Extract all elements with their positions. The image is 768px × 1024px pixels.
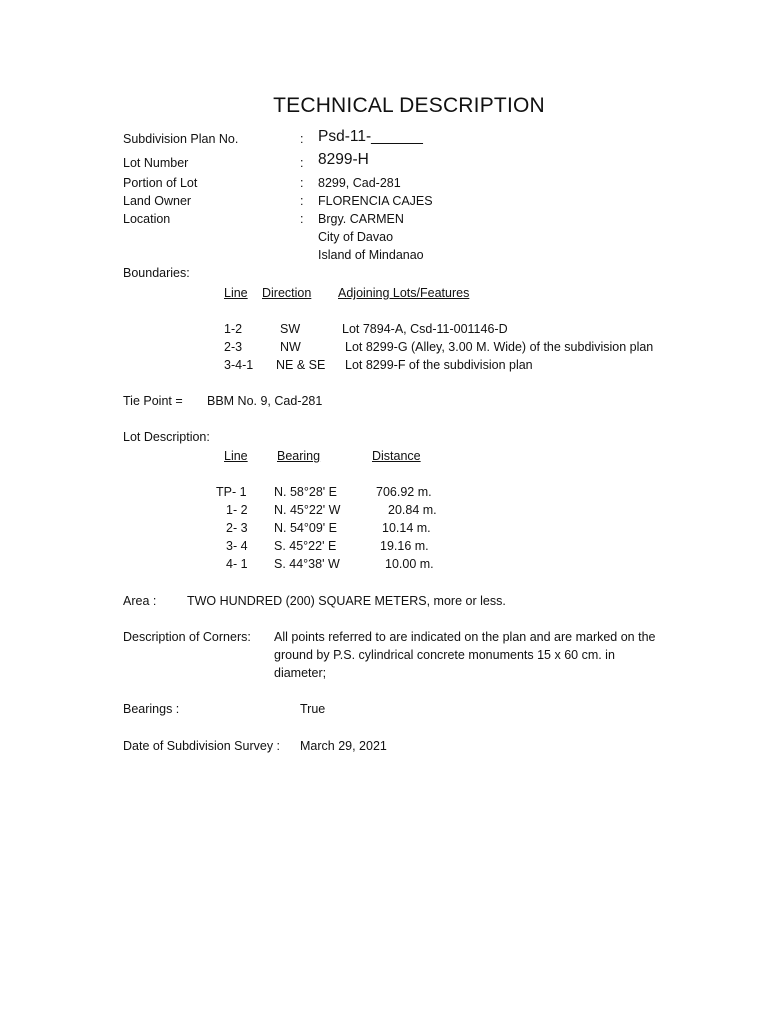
lot-row-bearing: N. 54°09' E xyxy=(274,521,337,535)
field-value-location: Brgy. CARMEN xyxy=(318,212,404,226)
lot-row-bearing: N. 58°28' E xyxy=(274,485,337,499)
area-label: Area : xyxy=(123,594,157,608)
field-label-portion: Portion of Lot xyxy=(123,176,198,190)
bearings-label: Bearings : xyxy=(123,702,180,716)
boundary-adjoining: Lot 8299-F of the subdivision plan xyxy=(345,358,533,372)
lot-header-line: Line xyxy=(224,449,248,463)
lot-row-distance: 706.92 m. xyxy=(376,485,432,499)
boundary-adjoining: Lot 8299-G (Alley, 3.00 M. Wide) of the subdivision plan xyxy=(345,340,654,354)
lot-row-distance: 20.84 m. xyxy=(388,503,437,517)
boundary-adjoining: Lot 7894-A, Csd-11-001146-D xyxy=(342,322,508,336)
lot-row-line: 3- 4 xyxy=(226,539,248,553)
corners-text-line: All points referred to are indicated on the plan and are marked on the xyxy=(274,630,656,644)
field-colon: : xyxy=(300,176,304,190)
field-label-lot-number: Lot Number xyxy=(123,156,189,170)
lot-row-line: 1- 2 xyxy=(226,503,248,517)
field-label-location: Location xyxy=(123,212,171,226)
boundary-direction: NW xyxy=(280,340,301,354)
field-colon: : xyxy=(300,156,304,170)
lot-row-distance: 19.16 m. xyxy=(380,539,429,553)
lot-row-bearing: S. 45°22' E xyxy=(274,539,337,553)
field-colon: : xyxy=(300,194,304,208)
field-value-portion: 8299, Cad-281 xyxy=(318,176,401,190)
survey-date-value: March 29, 2021 xyxy=(300,739,387,753)
boundary-direction: SW xyxy=(280,322,301,336)
field-value-plan-no: Psd-11-______ xyxy=(318,128,423,145)
boundary-line: 1-2 xyxy=(224,322,243,336)
field-value-lot-number: 8299-H xyxy=(318,151,369,168)
document-title: TECHNICAL DESCRIPTION xyxy=(273,94,545,117)
boundaries-label: Boundaries: xyxy=(123,266,190,280)
field-colon: : xyxy=(300,212,304,226)
boundaries-header-adjoining: Adjoining Lots/Features xyxy=(338,286,470,300)
field-colon: : xyxy=(300,132,304,146)
lot-row-bearing: S. 44°38' W xyxy=(274,557,340,571)
bearings-value: True xyxy=(300,702,326,716)
lot-row-distance: 10.00 m. xyxy=(385,557,434,571)
corners-text-line: ground by P.S. cylindrical concrete monuments 15 x 60 cm. in xyxy=(274,648,615,662)
field-label-plan-no: Subdivision Plan No. xyxy=(123,132,239,146)
tie-point-value: BBM No. 9, Cad-281 xyxy=(207,394,323,408)
lot-row-line: 4- 1 xyxy=(226,557,248,571)
boundaries-header-line: Line xyxy=(224,286,248,300)
location-city: City of Davao xyxy=(318,230,394,244)
location-island: Island of Mindanao xyxy=(318,248,424,262)
boundary-line: 3-4-1 xyxy=(224,358,254,372)
lot-description-label: Lot Description: xyxy=(123,430,210,444)
lot-row-distance: 10.14 m. xyxy=(382,521,431,535)
boundary-direction: NE & SE xyxy=(276,358,326,372)
field-label-land-owner: Land Owner xyxy=(123,194,192,208)
lot-row-bearing: N. 45°22' W xyxy=(274,503,341,517)
lot-row-line: TP- 1 xyxy=(216,485,247,499)
boundaries-header-direction: Direction xyxy=(262,286,312,300)
lot-row-line: 2- 3 xyxy=(226,521,248,535)
lot-header-distance: Distance xyxy=(372,449,421,463)
boundary-line: 2-3 xyxy=(224,340,243,354)
area-value: TWO HUNDRED (200) SQUARE METERS, more or less. xyxy=(187,594,506,608)
corners-label: Description of Corners: xyxy=(123,630,251,644)
lot-header-bearing: Bearing xyxy=(277,449,321,463)
field-value-land-owner: FLORENCIA CAJES xyxy=(318,194,433,208)
survey-date-label: Date of Subdivision Survey : xyxy=(123,739,281,753)
corners-text-line: diameter; xyxy=(274,666,327,680)
tie-point-label: Tie Point = xyxy=(123,394,183,408)
